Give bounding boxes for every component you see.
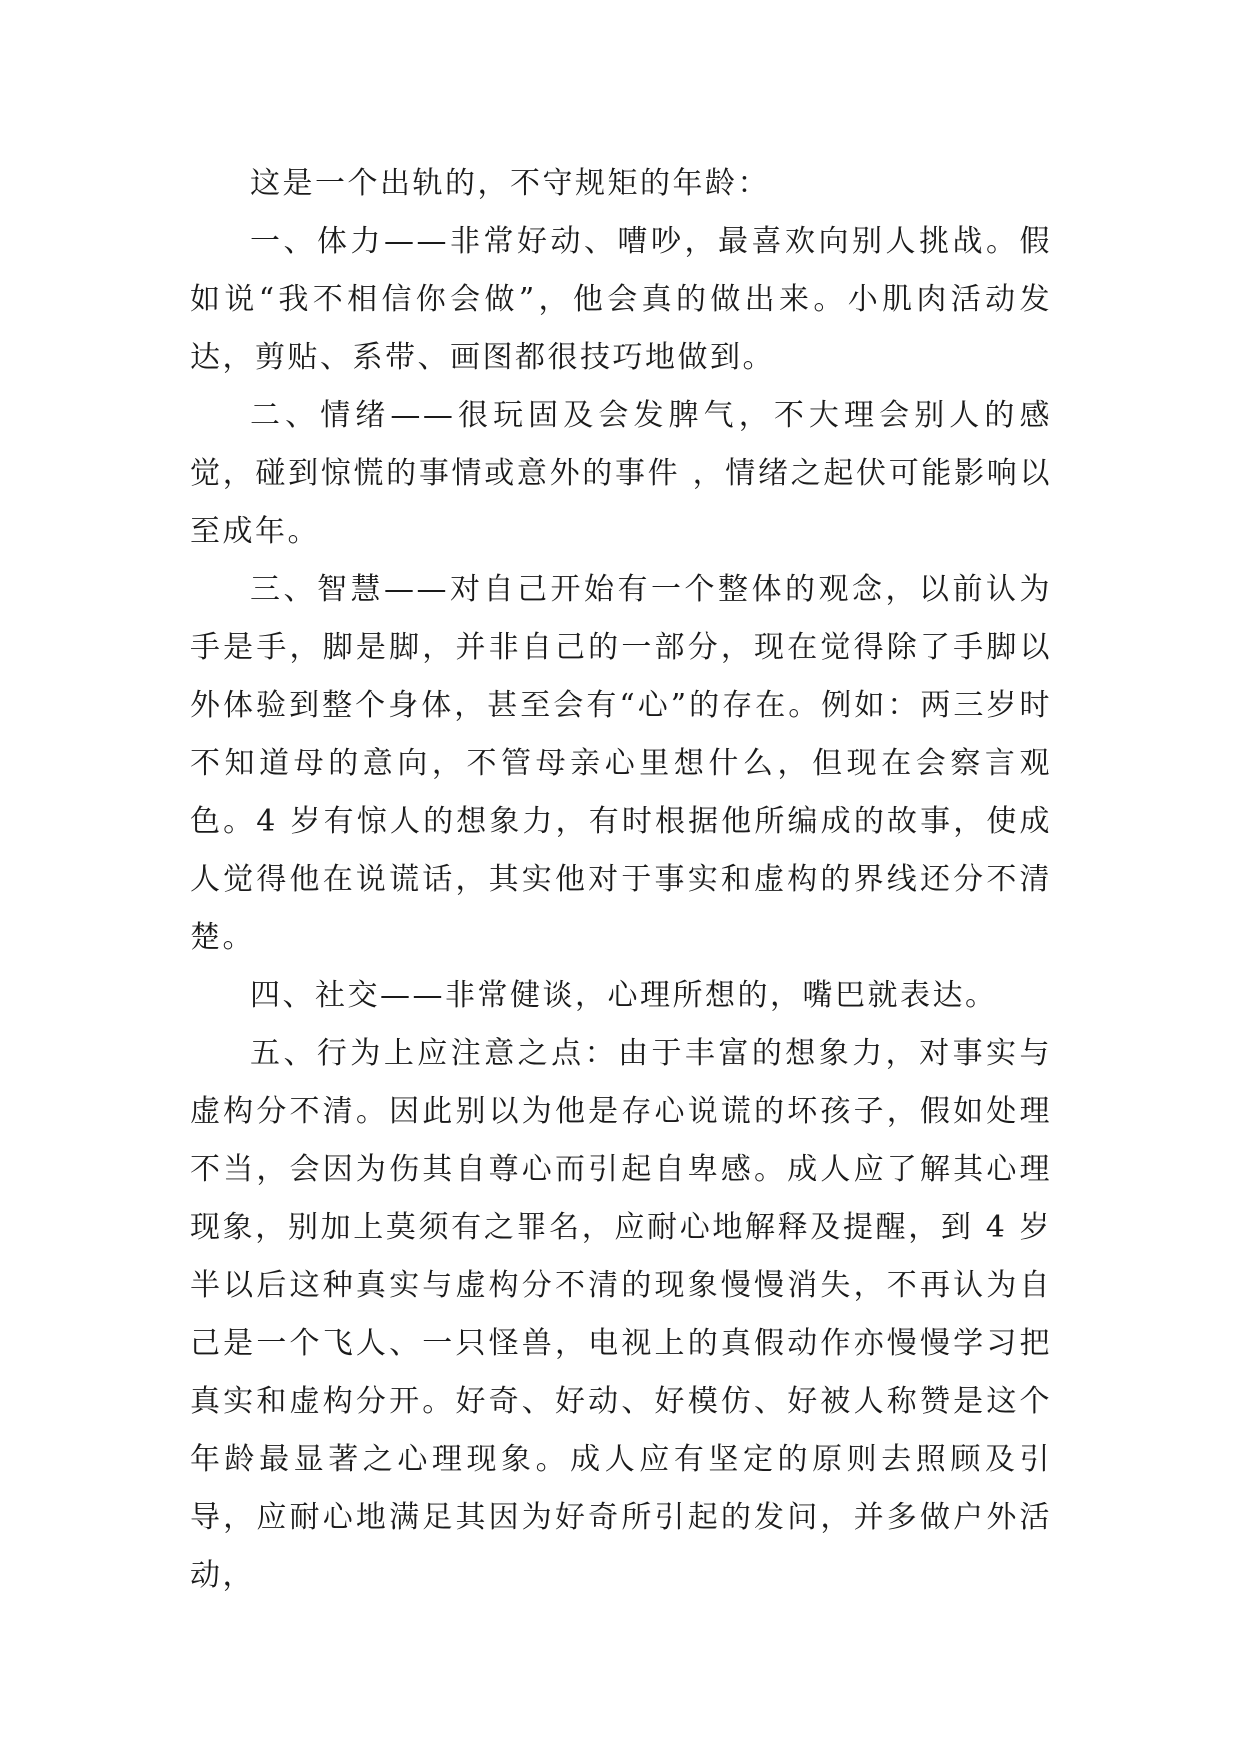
paragraph-intelligence: 三、智慧——对自己开始有一个整体的观念，以前认为手是手，脚是脚，并非自己的一部分，现在觉得除了手脚以外体验到整个身体，甚至会有“心”的存在。例如：两三岁时不知道母的意向，不管母亲心里想什么，但现在会察言观色。4 岁有惊人的想象力，有时根据他所编成的故事，使成人觉得他在说谎话，其实他对于事实和虚构的界线还分不清楚。 [190, 572, 1052, 955]
paragraph-emotion: 二、情绪——很玩固及会发脾气，不大理会别人的感觉，碰到惊慌的事情或意外的事件 ，情绪之起伏可能影响以至成年。 [190, 398, 1052, 549]
paragraph-behavior: 五、行为上应注意之点：由于丰富的想象力，对事实与虚构分不清。因此别以为他是存心说谎的坏孩子，假如处理不当，会因为伤其自尊心而引起自卑感。成人应了解其心理现象，别加上莫须有之罪名，应耐心地解释及提醒，到 4 岁半以后这种真实与虚构分不清的现象慢慢消失，不再认为自己是一个飞人、一只怪兽，电视上的真假动作亦慢慢学习把真实和虚构分开。好奇、好动、好模仿、好被人称赞是这个年龄最显著之心理现象。成人应有坚定的原则去照顾及引导，应耐心地满足其因为好奇所引起的发问，并多做户外活动， [190, 1036, 1052, 1593]
paragraph-physical: 一、体力——非常好动、嘈吵，最喜欢向别人挑战。假如说“我不相信你会做”，他会真的做出来。小肌肉活动发达，剪贴、系带、画图都很技巧地做到。 [190, 224, 1052, 375]
paragraph-intro: 这是一个出轨的，不守规矩的年龄： [250, 166, 770, 201]
paragraph-social: 四、社交——非常健谈，心理所想的，嘴巴就表达。 [250, 978, 998, 1013]
document-body [190, 155, 1052, 1605]
